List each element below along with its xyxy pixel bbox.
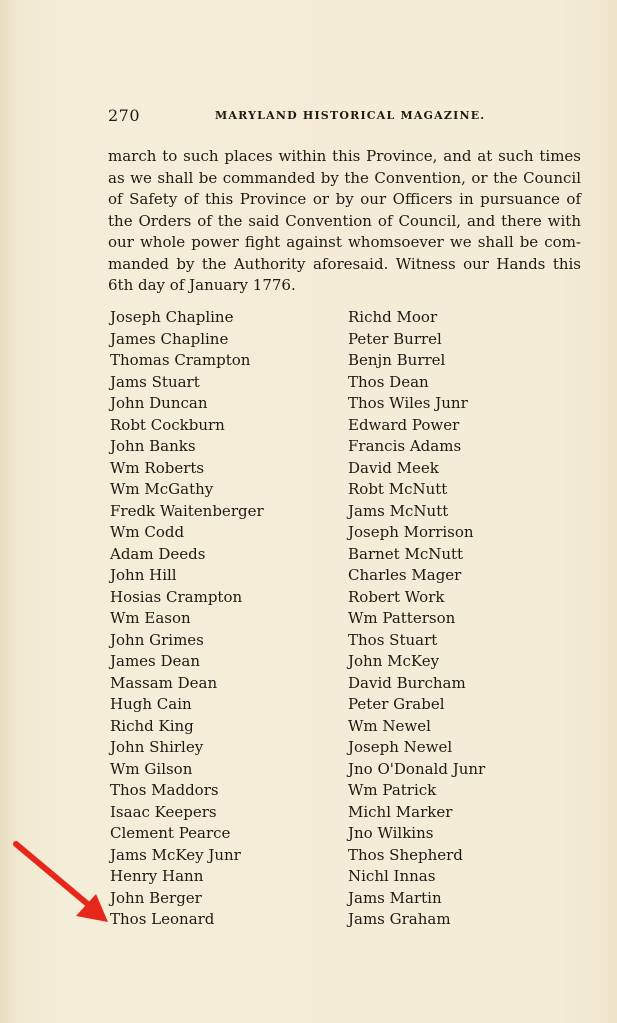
body-line: march to such places within this Province, and at such times [108,147,581,165]
signer-name: John McKey [348,652,440,670]
signer-name: James Dean [110,652,201,670]
signer-name: Francis Adams [348,437,462,455]
signer-name: Adam Deeds [110,544,206,563]
signer-name: Joseph Newel [348,738,453,756]
body-line: 6th day of January 1776. [108,276,296,294]
signer-name: David Burcham [348,673,466,692]
signer-name: Henry Hann [110,867,204,885]
signer-name: Joseph Morrison [348,523,474,541]
signer-name: Richd Moor [348,308,438,326]
signer-name: Jams Graham [348,910,451,928]
page-number: 270 [108,106,141,125]
signer-name: John Banks [110,437,196,455]
signer-name: Hugh Cain [110,695,192,713]
signer-name: Jams Stuart [110,372,200,391]
signer-name: Nichl Innas [348,867,436,885]
signer-name: Hosias Crampton [110,587,243,606]
signer-name: Wm Eason [110,609,191,627]
signer-name: Thos Stuart [348,630,438,649]
signer-name: Jno O'Donald Junr [348,759,486,778]
signers-right-column [348,307,485,931]
signer-name: Isaac Keepers [110,802,217,821]
running-title: MARYLAND HISTORICAL MAGAZINE. [215,109,486,122]
signer-name: Edward Power [348,415,460,434]
signer-name: John Shirley [110,738,204,756]
signer-name: John Grimes [110,630,204,649]
body-line: of Safety of this Province or by our Officers in pursuance of [108,190,581,208]
body-line: the Orders of the said Convention of Council, and there with [108,211,581,230]
signer-name: Wm Codd [110,523,185,541]
signer-name: Wm Patrick [348,781,437,799]
body-line: as we shall be commanded by the Convention, or the Council [108,168,581,187]
signer-name: Richd King [110,716,194,735]
signer-name: Wm Roberts [110,458,205,477]
signer-name: Peter Grabel [348,695,445,713]
body-line: manded by the Authority aforesaid. Witness our Hands this [108,254,581,273]
signer-name: Thomas Crampton [110,351,251,369]
signer-name: John Duncan [110,394,208,412]
signer-name: Thos Leonard [110,910,215,928]
signer-name: Fredk Waitenberger [110,501,264,520]
signer-name: Thos Shepherd [348,845,463,864]
signer-name: Clement Pearce [110,824,231,842]
running-header [108,106,583,128]
signer-name: John Berger [110,888,202,907]
body-line: our whole power fight against whomsoever we shall be com- [108,233,581,251]
signer-name: Wm McGathy [110,480,214,498]
signer-name: Jams Martin [348,888,442,907]
signer-name: David Meek [348,458,439,477]
signer-name: Charles Mager [348,566,462,584]
signer-name: Robert Work [348,587,445,606]
signer-name: Barnet McNutt [348,544,464,563]
signer-name: Wm Newel [348,716,431,735]
signer-name: Jams McKey Junr [110,845,241,864]
signers-left-column [110,307,264,931]
signer-name: Peter Burrel [348,329,442,348]
signer-name: Massam Dean [110,673,218,692]
signer-name: Benjn Burrel [348,351,446,369]
signer-name: Wm Patterson [348,609,456,627]
signer-name: Thos Dean [348,372,429,391]
signer-name: Michl Marker [348,802,453,821]
signer-name: Jams McNutt [348,501,449,520]
signer-name: Thos Wiles Junr [348,394,468,412]
signer-name: Robt Cockburn [110,415,225,434]
signer-name: James Chapline [110,329,229,348]
red-arrow-icon [12,840,112,925]
signer-name: Thos Maddors [110,781,219,799]
signer-name: John Hill [110,566,177,584]
signer-name: Wm Gilson [110,759,193,778]
signer-name: Jno Wilkins [348,824,434,842]
signer-name: Robt McNutt [348,480,448,498]
body-paragraph [108,146,581,297]
signer-name: Joseph Chapline [110,308,234,326]
